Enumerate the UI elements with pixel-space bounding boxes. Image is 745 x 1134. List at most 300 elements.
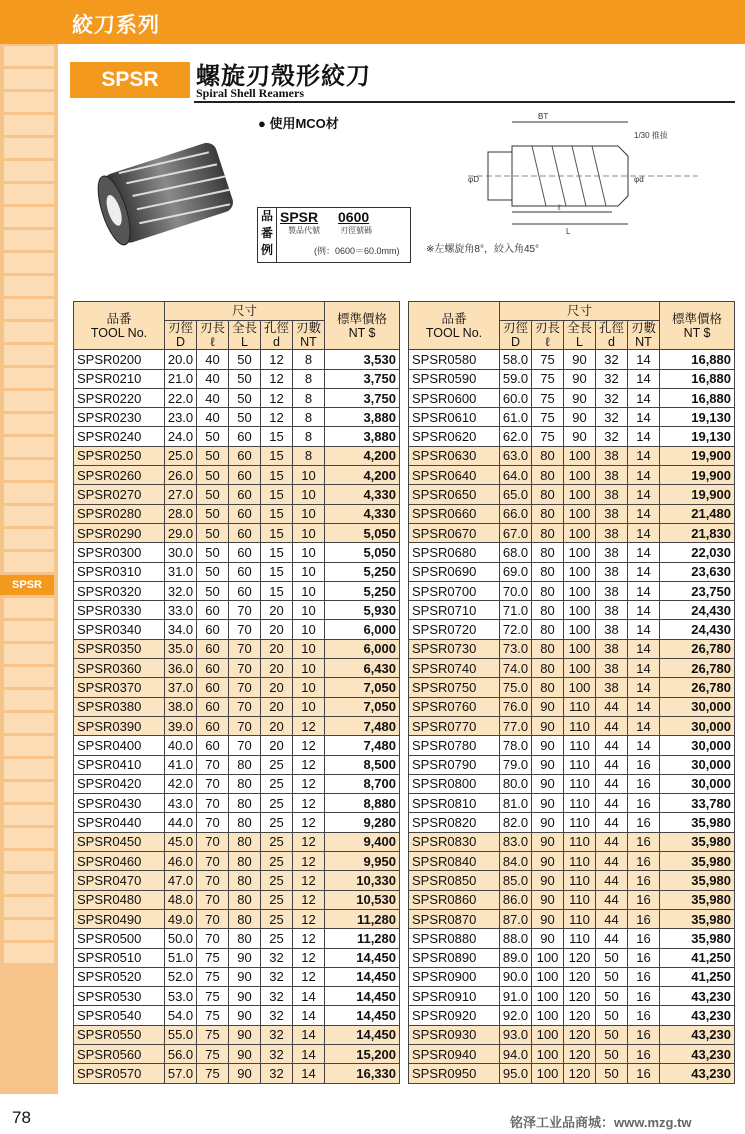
price-cell: 16,330 bbox=[325, 1064, 400, 1083]
cutting-dia-cell: 79.0 bbox=[500, 755, 532, 774]
table-row bbox=[409, 909, 735, 928]
sidebar-tab[interactable] bbox=[4, 207, 54, 227]
flute-length-cell: 90 bbox=[532, 794, 564, 813]
sidebar-tab[interactable] bbox=[4, 759, 54, 779]
tool-no-cell: SPSR0220 bbox=[74, 388, 165, 407]
bore-dia-cell: 44 bbox=[596, 929, 628, 948]
tool-no-cell: SPSR0340 bbox=[74, 620, 165, 639]
flute-length-cell: 70 bbox=[197, 871, 229, 890]
flute-length-cell: 90 bbox=[532, 716, 564, 735]
sidebar-tab[interactable] bbox=[4, 874, 54, 894]
table-row bbox=[409, 620, 735, 639]
flute-length-cell: 90 bbox=[532, 697, 564, 716]
flute-length-cell: 90 bbox=[532, 890, 564, 909]
sidebar-tab[interactable] bbox=[4, 828, 54, 848]
drawing-label-d: φd bbox=[634, 175, 644, 184]
flute-length-cell: 100 bbox=[532, 1044, 564, 1063]
price-cell: 16,880 bbox=[660, 388, 735, 407]
flute-length-cell: 50 bbox=[197, 504, 229, 523]
flute-count-cell: 14 bbox=[628, 659, 660, 678]
flute-count-cell: 12 bbox=[293, 774, 325, 793]
flute-count-cell: 10 bbox=[293, 697, 325, 716]
overall-length-cell: 60 bbox=[229, 581, 261, 600]
cutting-dia-cell: 34.0 bbox=[165, 620, 197, 639]
bore-dia-cell: 20 bbox=[261, 601, 293, 620]
bore-dia-cell: 32 bbox=[596, 369, 628, 388]
sidebar-tab-spsr[interactable]: SPSR bbox=[0, 575, 54, 595]
flute-length-cell: 75 bbox=[532, 388, 564, 407]
overall-length-cell: 70 bbox=[229, 678, 261, 697]
flute-length-cell: 90 bbox=[532, 774, 564, 793]
overall-length-cell: 70 bbox=[229, 716, 261, 735]
cutting-dia-cell: 69.0 bbox=[500, 562, 532, 581]
flute-count-cell: 12 bbox=[293, 813, 325, 832]
flute-length-cell: 80 bbox=[532, 466, 564, 485]
price-cell: 43,230 bbox=[660, 1064, 735, 1083]
price-cell: 3,750 bbox=[325, 369, 400, 388]
overall-length-cell: 80 bbox=[229, 832, 261, 851]
table-row bbox=[409, 755, 735, 774]
price-cell: 7,480 bbox=[325, 716, 400, 735]
table-row bbox=[409, 1006, 735, 1025]
flute-length-cell: 75 bbox=[197, 1064, 229, 1083]
sidebar-tab[interactable] bbox=[4, 161, 54, 181]
table-row bbox=[409, 697, 735, 716]
tool-no-cell: SPSR0770 bbox=[409, 716, 500, 735]
flute-length-cell: 80 bbox=[532, 581, 564, 600]
flute-count-cell: 10 bbox=[293, 466, 325, 485]
overall-length-cell: 50 bbox=[229, 388, 261, 407]
tool-no-cell: SPSR0890 bbox=[409, 948, 500, 967]
th-len: 全長 L bbox=[564, 321, 596, 350]
flute-length-cell: 40 bbox=[197, 408, 229, 427]
flute-length-cell: 50 bbox=[197, 581, 229, 600]
table-row bbox=[409, 716, 735, 735]
overall-length-cell: 100 bbox=[564, 659, 596, 678]
sidebar-tab[interactable] bbox=[4, 483, 54, 503]
cutting-dia-cell: 24.0 bbox=[165, 427, 197, 446]
sidebar-tab[interactable] bbox=[4, 92, 54, 112]
price-cell: 9,400 bbox=[325, 832, 400, 851]
flute-count-cell: 16 bbox=[628, 755, 660, 774]
bore-dia-cell: 20 bbox=[261, 659, 293, 678]
flute-length-cell: 60 bbox=[197, 659, 229, 678]
overall-length-cell: 60 bbox=[229, 485, 261, 504]
cutting-dia-cell: 82.0 bbox=[500, 813, 532, 832]
th-l: 刃長 ℓ bbox=[197, 321, 229, 350]
flute-count-cell: 14 bbox=[628, 388, 660, 407]
sidebar-tab[interactable] bbox=[4, 920, 54, 940]
table-row bbox=[74, 967, 400, 986]
sidebar-tab[interactable] bbox=[4, 253, 54, 273]
cutting-dia-cell: 54.0 bbox=[165, 1006, 197, 1025]
code-number: 0600 bbox=[338, 209, 370, 225]
bore-dia-cell: 25 bbox=[261, 929, 293, 948]
table-row bbox=[74, 794, 400, 813]
bore-dia-cell: 20 bbox=[261, 716, 293, 735]
sidebar-tab[interactable] bbox=[4, 644, 54, 664]
flute-length-cell: 70 bbox=[197, 794, 229, 813]
flute-count-cell: 16 bbox=[628, 1064, 660, 1083]
overall-length-cell: 50 bbox=[229, 350, 261, 369]
bore-dia-cell: 32 bbox=[261, 1006, 293, 1025]
sidebar-tab[interactable] bbox=[4, 736, 54, 756]
overall-length-cell: 110 bbox=[564, 852, 596, 871]
cutting-dia-cell: 49.0 bbox=[165, 909, 197, 928]
flute-length-cell: 50 bbox=[197, 485, 229, 504]
price-cell: 35,980 bbox=[660, 852, 735, 871]
flute-length-cell: 90 bbox=[532, 813, 564, 832]
overall-length-cell: 90 bbox=[229, 967, 261, 986]
table-row bbox=[409, 813, 735, 832]
overall-length-cell: 120 bbox=[564, 1064, 596, 1083]
sidebar-tab[interactable] bbox=[4, 138, 54, 158]
cutting-dia-cell: 20.0 bbox=[165, 350, 197, 369]
cutting-dia-cell: 25.0 bbox=[165, 446, 197, 465]
product-badge: SPSR bbox=[70, 62, 190, 98]
flute-length-cell: 50 bbox=[197, 446, 229, 465]
cutting-dia-cell: 95.0 bbox=[500, 1064, 532, 1083]
table-row bbox=[409, 1064, 735, 1083]
sidebar-tab[interactable] bbox=[4, 46, 54, 66]
sidebar-tab[interactable] bbox=[4, 598, 54, 618]
table-row bbox=[74, 774, 400, 793]
overall-length-cell: 70 bbox=[229, 736, 261, 755]
tool-no-cell: SPSR0390 bbox=[74, 716, 165, 735]
th-price: 標準價格 NT $ bbox=[660, 302, 735, 350]
flute-count-cell: 8 bbox=[293, 388, 325, 407]
sidebar-tab[interactable] bbox=[4, 414, 54, 434]
tool-no-cell: SPSR0780 bbox=[409, 736, 500, 755]
tool-no-cell: SPSR0410 bbox=[74, 755, 165, 774]
flute-length-cell: 80 bbox=[532, 485, 564, 504]
product-name: 螺旋刃殼形絞刀 bbox=[196, 63, 371, 90]
table-row bbox=[409, 774, 735, 793]
price-cell: 33,780 bbox=[660, 794, 735, 813]
sidebar-tab[interactable] bbox=[4, 69, 54, 89]
flute-length-cell: 75 bbox=[532, 369, 564, 388]
price-cell: 4,200 bbox=[325, 446, 400, 465]
overall-length-cell: 110 bbox=[564, 813, 596, 832]
flute-count-cell: 16 bbox=[628, 1025, 660, 1044]
flute-length-cell: 80 bbox=[532, 523, 564, 542]
overall-length-cell: 110 bbox=[564, 716, 596, 735]
flute-count-cell: 10 bbox=[293, 543, 325, 562]
cutting-dia-cell: 51.0 bbox=[165, 948, 197, 967]
flute-count-cell: 12 bbox=[293, 909, 325, 928]
cutting-dia-cell: 65.0 bbox=[500, 485, 532, 504]
sidebar-tab[interactable] bbox=[4, 667, 54, 687]
cutting-dia-cell: 35.0 bbox=[165, 639, 197, 658]
cutting-dia-cell: 84.0 bbox=[500, 852, 532, 871]
sidebar-tab[interactable] bbox=[4, 322, 54, 342]
flute-length-cell: 90 bbox=[532, 852, 564, 871]
flute-count-cell: 8 bbox=[293, 427, 325, 446]
sidebar-tab[interactable] bbox=[4, 184, 54, 204]
tool-no-cell: SPSR0580 bbox=[409, 350, 500, 369]
price-cell: 26,780 bbox=[660, 639, 735, 658]
bore-dia-cell: 50 bbox=[596, 967, 628, 986]
price-cell: 4,330 bbox=[325, 485, 400, 504]
flute-length-cell: 75 bbox=[197, 1025, 229, 1044]
table-row bbox=[409, 427, 735, 446]
cutting-dia-cell: 93.0 bbox=[500, 1025, 532, 1044]
table-row bbox=[409, 601, 735, 620]
tool-no-cell: SPSR0420 bbox=[74, 774, 165, 793]
price-cell: 19,130 bbox=[660, 427, 735, 446]
cutting-dia-cell: 36.0 bbox=[165, 659, 197, 678]
bore-dia-cell: 25 bbox=[261, 755, 293, 774]
table-row bbox=[74, 446, 400, 465]
price-cell: 35,980 bbox=[660, 871, 735, 890]
sidebar-tab[interactable] bbox=[4, 943, 54, 963]
sidebar-tab[interactable] bbox=[4, 230, 54, 250]
bore-dia-cell: 12 bbox=[261, 408, 293, 427]
cutting-dia-cell: 74.0 bbox=[500, 659, 532, 678]
sidebar-tab[interactable] bbox=[4, 460, 54, 480]
flute-count-cell: 14 bbox=[628, 466, 660, 485]
price-cell: 16,880 bbox=[660, 369, 735, 388]
tool-no-cell: SPSR0900 bbox=[409, 967, 500, 986]
sidebar-tab[interactable] bbox=[4, 115, 54, 135]
cutting-dia-cell: 41.0 bbox=[165, 755, 197, 774]
sidebar-tab[interactable] bbox=[4, 529, 54, 549]
bore-dia-cell: 44 bbox=[596, 716, 628, 735]
bore-dia-cell: 15 bbox=[261, 504, 293, 523]
tool-no-cell: SPSR0810 bbox=[409, 794, 500, 813]
tool-no-cell: SPSR0230 bbox=[74, 408, 165, 427]
table-row bbox=[74, 929, 400, 948]
bore-dia-cell: 20 bbox=[261, 697, 293, 716]
price-cell: 43,230 bbox=[660, 987, 735, 1006]
flute-count-cell: 14 bbox=[628, 350, 660, 369]
table-row bbox=[409, 485, 735, 504]
table-row bbox=[74, 369, 400, 388]
price-cell: 30,000 bbox=[660, 755, 735, 774]
code-series: SPSR bbox=[280, 209, 319, 225]
price-cell: 10,530 bbox=[325, 890, 400, 909]
sidebar-tab[interactable] bbox=[4, 621, 54, 641]
bore-dia-cell: 50 bbox=[596, 1064, 628, 1083]
price-cell: 19,900 bbox=[660, 446, 735, 465]
cutting-dia-cell: 37.0 bbox=[165, 678, 197, 697]
bore-dia-cell: 44 bbox=[596, 813, 628, 832]
flute-count-cell: 14 bbox=[628, 408, 660, 427]
flute-count-cell: 16 bbox=[628, 890, 660, 909]
flute-count-cell: 12 bbox=[293, 871, 325, 890]
tool-no-cell: SPSR0680 bbox=[409, 543, 500, 562]
flute-length-cell: 80 bbox=[532, 601, 564, 620]
table-row bbox=[409, 523, 735, 542]
sidebar-tab[interactable] bbox=[4, 506, 54, 526]
tool-no-cell: SPSR0550 bbox=[74, 1025, 165, 1044]
flute-length-cell: 50 bbox=[197, 543, 229, 562]
flute-count-cell: 12 bbox=[293, 755, 325, 774]
flute-length-cell: 75 bbox=[532, 408, 564, 427]
tool-no-cell: SPSR0280 bbox=[74, 504, 165, 523]
tool-no-cell: SPSR0850 bbox=[409, 871, 500, 890]
sidebar-tab[interactable] bbox=[4, 299, 54, 319]
bore-dia-cell: 32 bbox=[261, 1044, 293, 1063]
tool-no-cell: SPSR0460 bbox=[74, 852, 165, 871]
table-row bbox=[74, 639, 400, 658]
table-row bbox=[409, 1025, 735, 1044]
table-row bbox=[409, 504, 735, 523]
series-title: 絞刀系列 bbox=[72, 14, 160, 37]
overall-length-cell: 100 bbox=[564, 485, 596, 504]
table-row bbox=[409, 581, 735, 600]
price-cell: 5,930 bbox=[325, 601, 400, 620]
cutting-dia-cell: 70.0 bbox=[500, 581, 532, 600]
cutting-dia-cell: 38.0 bbox=[165, 697, 197, 716]
cutting-dia-cell: 53.0 bbox=[165, 987, 197, 1006]
bore-dia-cell: 25 bbox=[261, 909, 293, 928]
sidebar-tab[interactable] bbox=[4, 805, 54, 825]
flute-length-cell: 60 bbox=[197, 639, 229, 658]
flute-length-cell: 80 bbox=[532, 659, 564, 678]
table-row bbox=[74, 716, 400, 735]
sidebar-tab[interactable] bbox=[4, 345, 54, 365]
cutting-dia-cell: 31.0 bbox=[165, 562, 197, 581]
overall-length-cell: 100 bbox=[564, 562, 596, 581]
cutting-dia-cell: 66.0 bbox=[500, 504, 532, 523]
table-row bbox=[409, 408, 735, 427]
table-row bbox=[74, 485, 400, 504]
overall-length-cell: 110 bbox=[564, 909, 596, 928]
overall-length-cell: 90 bbox=[229, 1025, 261, 1044]
flute-count-cell: 12 bbox=[293, 890, 325, 909]
cutting-dia-cell: 30.0 bbox=[165, 543, 197, 562]
flute-length-cell: 90 bbox=[532, 929, 564, 948]
bore-dia-cell: 44 bbox=[596, 794, 628, 813]
sidebar-tab[interactable] bbox=[4, 368, 54, 388]
tool-no-cell: SPSR0620 bbox=[409, 427, 500, 446]
table-row bbox=[74, 909, 400, 928]
cutting-dia-cell: 21.0 bbox=[165, 369, 197, 388]
cutting-dia-cell: 80.0 bbox=[500, 774, 532, 793]
overall-length-cell: 110 bbox=[564, 871, 596, 890]
sidebar-tab[interactable] bbox=[4, 851, 54, 871]
flute-count-cell: 16 bbox=[628, 794, 660, 813]
table-row bbox=[409, 1044, 735, 1063]
bore-dia-cell: 44 bbox=[596, 832, 628, 851]
flute-count-cell: 14 bbox=[628, 639, 660, 658]
flute-count-cell: 14 bbox=[628, 562, 660, 581]
product-subtitle: Spiral Shell Reamers bbox=[196, 86, 304, 100]
cutting-dia-cell: 86.0 bbox=[500, 890, 532, 909]
table-row bbox=[74, 813, 400, 832]
flute-count-cell: 14 bbox=[628, 716, 660, 735]
tool-no-cell: SPSR0880 bbox=[409, 929, 500, 948]
flute-count-cell: 16 bbox=[628, 813, 660, 832]
sidebar-tab[interactable] bbox=[4, 782, 54, 802]
table-row bbox=[409, 852, 735, 871]
overall-length-cell: 100 bbox=[564, 601, 596, 620]
flute-length-cell: 75 bbox=[197, 987, 229, 1006]
price-cell: 11,280 bbox=[325, 929, 400, 948]
price-cell: 30,000 bbox=[660, 736, 735, 755]
sidebar-tab[interactable] bbox=[4, 897, 54, 917]
flute-length-cell: 50 bbox=[197, 523, 229, 542]
tool-no-cell: SPSR0700 bbox=[409, 581, 500, 600]
overall-length-cell: 110 bbox=[564, 929, 596, 948]
bore-dia-cell: 50 bbox=[596, 1025, 628, 1044]
table-row bbox=[74, 852, 400, 871]
cutting-dia-cell: 78.0 bbox=[500, 736, 532, 755]
flute-count-cell: 16 bbox=[628, 774, 660, 793]
cutting-dia-cell: 39.0 bbox=[165, 716, 197, 735]
tool-no-cell: SPSR0840 bbox=[409, 852, 500, 871]
cutting-dia-cell: 62.0 bbox=[500, 427, 532, 446]
cutting-dia-cell: 26.0 bbox=[165, 466, 197, 485]
sidebar-tab[interactable] bbox=[4, 713, 54, 733]
th-dimensions: 尺寸 bbox=[500, 302, 660, 321]
flute-count-cell: 10 bbox=[293, 523, 325, 542]
tool-no-cell: SPSR0540 bbox=[74, 1006, 165, 1025]
overall-length-cell: 80 bbox=[229, 813, 261, 832]
flute-length-cell: 100 bbox=[532, 1006, 564, 1025]
table-row bbox=[409, 736, 735, 755]
header-bar bbox=[0, 0, 745, 44]
price-cell: 6,000 bbox=[325, 639, 400, 658]
flute-count-cell: 14 bbox=[628, 678, 660, 697]
price-cell: 4,200 bbox=[325, 466, 400, 485]
table-row bbox=[409, 871, 735, 890]
overall-length-cell: 110 bbox=[564, 755, 596, 774]
sidebar-tab[interactable] bbox=[4, 437, 54, 457]
cutting-dia-cell: 44.0 bbox=[165, 813, 197, 832]
table-row bbox=[409, 369, 735, 388]
bore-dia-cell: 44 bbox=[596, 755, 628, 774]
sidebar-tab[interactable] bbox=[4, 276, 54, 296]
cutting-dia-cell: 72.0 bbox=[500, 620, 532, 639]
bore-dia-cell: 32 bbox=[261, 948, 293, 967]
sidebar-tab[interactable] bbox=[4, 690, 54, 710]
flute-length-cell: 60 bbox=[197, 716, 229, 735]
overall-length-cell: 80 bbox=[229, 774, 261, 793]
tool-no-cell: SPSR0310 bbox=[74, 562, 165, 581]
drawing-label-dia: φD bbox=[468, 175, 479, 184]
cutting-dia-cell: 56.0 bbox=[165, 1044, 197, 1063]
price-cell: 4,330 bbox=[325, 504, 400, 523]
overall-length-cell: 120 bbox=[564, 1006, 596, 1025]
flute-length-cell: 50 bbox=[197, 562, 229, 581]
sidebar-tab[interactable] bbox=[4, 391, 54, 411]
table-row bbox=[74, 1064, 400, 1083]
bore-dia-cell: 44 bbox=[596, 871, 628, 890]
table-row bbox=[74, 408, 400, 427]
code-example-box bbox=[257, 207, 411, 263]
flute-length-cell: 100 bbox=[532, 987, 564, 1006]
flute-count-cell: 16 bbox=[628, 1044, 660, 1063]
flute-length-cell: 70 bbox=[197, 909, 229, 928]
cutting-dia-cell: 91.0 bbox=[500, 987, 532, 1006]
flute-length-cell: 80 bbox=[532, 446, 564, 465]
overall-length-cell: 110 bbox=[564, 832, 596, 851]
price-cell: 30,000 bbox=[660, 774, 735, 793]
flute-count-cell: 10 bbox=[293, 562, 325, 581]
price-cell: 3,880 bbox=[325, 427, 400, 446]
cutting-dia-cell: 71.0 bbox=[500, 601, 532, 620]
tool-no-cell: SPSR0360 bbox=[74, 659, 165, 678]
sidebar-tab[interactable] bbox=[4, 552, 54, 572]
tool-no-cell: SPSR0910 bbox=[409, 987, 500, 1006]
price-cell: 26,780 bbox=[660, 659, 735, 678]
table-row bbox=[409, 987, 735, 1006]
bore-dia-cell: 15 bbox=[261, 446, 293, 465]
flute-count-cell: 16 bbox=[628, 852, 660, 871]
material-note: ● 使用MCO材 bbox=[258, 116, 339, 131]
